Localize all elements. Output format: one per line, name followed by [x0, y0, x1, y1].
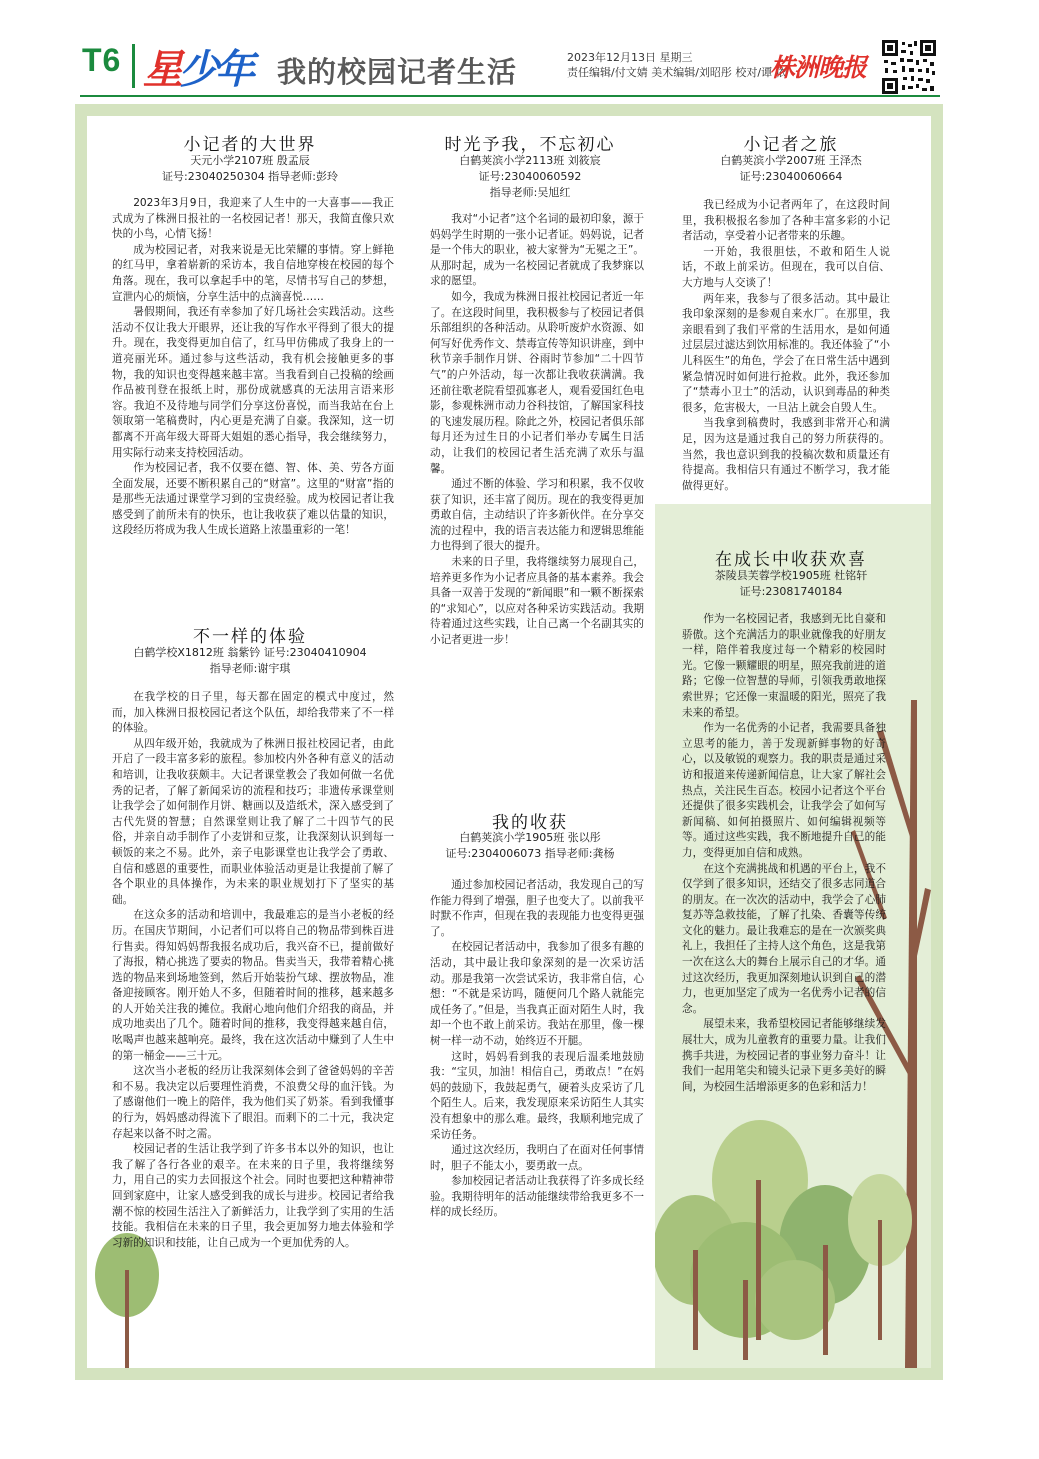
issue-date: 2023年12月13日 星期三: [567, 51, 693, 64]
author-school: 白鹤荚滨小学1905班 张以彤: [459, 831, 601, 844]
paragraph: 展望未来，我希望校园记者能够继续发展壮大，成为儿童教育的重要力量。让我们携手共进，为校园记者的事业努力奋斗！让我们一起用笔尖和镜头记录下更多美好的瞬间，为校园生活增添更多的色彩和活力！: [682, 1018, 886, 1093]
article-body: [430, 212, 644, 649]
article-title: 时光予我，不忘初心: [444, 135, 616, 155]
author-credential: 证号:23040060664: [739, 170, 843, 183]
article-byline: [100, 153, 400, 185]
page-header: [0, 0, 1039, 104]
paragraph: 校园记者的生活让我学到了许多书本以外的知识，也让我了解了各行各业的艰辛。在未来的日子里，我将继续努力，用自己的实力去回报这个社会。同时也要把这种精神带回到家庭中，让家人感受到我的成长与进步。校园记者给我潮不惊的校园生活注入了新鲜活力，让我学到了实用的生活技能。我相信在未来的日子里，我会更加努力地去体验和学习新的知识和技能，让自己成为一个更加优秀的人。: [112, 1143, 394, 1249]
paragraph: 一开始，我很胆怯，不敢和陌生人说话，不敢上前采访。但现在，我可以自信、大方地与人交谈了！: [682, 245, 890, 289]
paragraph: 未来的日子里，我将继续努力展现自己，培养更多作为小记者应具备的基本素养。我会具备一双善于发现的“新闻眼”和一颗不断探索的“求知心”，以应对各种采访实践活动。我期待着通过这些实践，让自己离一个名副其实的小记者更进一步！: [430, 556, 644, 647]
author-school: 天元小学2107班 殷孟辰: [190, 154, 310, 167]
qr-code-icon: [882, 40, 936, 94]
header-divider: [132, 44, 135, 88]
article-body: [682, 198, 890, 494]
article-title: 我的收获: [492, 813, 568, 833]
paragraph: 在我学校的日子里，每天都在固定的模式中度过，然而，加入株洲日报校园记者这个队伍，却给我带来了不一样的体验。: [112, 691, 394, 735]
author-credential: 证号:2304006073 指导老师:龚杨: [445, 847, 615, 860]
article-byline: [410, 830, 650, 862]
paragraph: 参加校园记者活动让我获得了许多成长经验。我期待明年的活动能继续带给我更多不一样的成长经历。: [430, 1175, 644, 1219]
author-teacher: 指导老师:吴旭红: [489, 186, 571, 199]
paragraph: 从四年级开始，我就成为了株洲日报社校园记者，由此开启了一段丰富多彩的旅程。参加校内外各种有意义的活动和培训，让我收获颇丰。大记者课堂教会了我如何做一名优秀的记者，了解了新闻采访的流程和技巧；非遗传承课堂则让我学会了如何制作月饼、糖画以及造纸术，深入感受到了古代先贤的智慧；自然课堂则让我了解了二十四节气的民俗，并亲自动手制作了小麦饼和豆浆，让我深刻认识到每一顿饭的来之不易。此外，亲子电影课堂也让我学会了勇敢、自信和感恩的重要性，而职业体验活动更是让我提前了解了各个职业的具体操作，为未来的职业规划打下了坚实的基础。: [112, 737, 394, 906]
author-credential: 证号:23081740184: [739, 585, 843, 598]
author-school: 白鹤学校X1812班 翁紫钤 证号:23040410904: [133, 646, 367, 659]
article-byline: [100, 645, 400, 677]
author-school: 白鹤荚滨小学2007班 王泽杰: [720, 154, 862, 167]
article-body: [112, 196, 394, 539]
editor-credits: 责任编辑/付文婧 美术编辑/刘昭彤 校对/谭 依: [567, 66, 787, 79]
paragraph: 如今，我成为株洲日报社校园记者近一年了。在这段时间里，我积极参与了校园记者俱乐部组织的各种活动。从聆听废炉水资源、如何写好优秀作文、禁毒宣传等知识讲座，到中秋节亲手制作月饼、谷雨时节参加“二十四节气”的户外活动，每一次都让我收获满满。我还前往歌老院看望孤寡老人，观看爱国红色电影，参观株洲市动力谷科技馆，了解国家科技的飞速发展历程。除此之外，校园记者俱乐部每月还为过生日的小记者们举办专属生日活动，让我们的校园记者生活充满了欢乐与温馨。: [430, 290, 644, 475]
paragraph: 2023年3月9日，我迎来了人生中的一大喜事——我正式成为了株洲日报社的一名校园记者！那天，我简直像只欢快的小鸟，心情飞扬！: [112, 197, 394, 241]
paragraph: 这次当小老板的经历让我深刻体会到了爸爸妈妈的辛苦和不易。我决定以后要理性消费，不浪费父母的血汗钱。为了感谢他们一晚上的陪伴，我为他们买了奶茶。看到我懂事的行为，妈妈感动得流下了眼泪。而剩下的二十元，我决定存起来以备不时之需。: [112, 1065, 394, 1140]
paragraph: 在这个充满挑战和机遇的平台上，我不仅学到了很多知识，还结交了很多志同道合的朋友。在一次次的活动中，我学会了心肺复苏等急救技能，了解了扎染、香囊等传统文化的魅力。最让我难忘的是在一次颁奖典礼上，我担任了主持人这个角色，这是我第一次在这么大的舞台上展示自己的才华。通过这次经历，我更加深刻地认识到自己的潜力，也更加坚定了成为一名优秀小记者的信念。: [682, 862, 886, 1015]
article-byline: [660, 153, 922, 185]
paragraph: 在这众多的活动和培训中，我最难忘的是当小老板的经历。在国庆节期间，小记者们可以将自己的物品带到株百进行售卖。得知妈妈帮我报名成功后，我兴奋不已，提前做好了海报，精心挑选了要卖的物品。售卖当天，我带着精心挑选的物品来到场地签到，然后开始装扮气球、摆放物品，准备迎接顾客。刚开始人不多，但随着时间的推移，越来越多的人开始关注我的摊位。我耐心地向他们介绍我的商品，并成功地卖出了几个。随着时间的推移，我变得越来越自信，吆喝声也越来越响亮。最终，我在这次活动中赚到了人生中的第一桶金——三十元。: [112, 909, 394, 1062]
paragraph: 作为一名校园记者，我感到无比自豪和骄傲。这个充满活力的职业就像我的好朋友一样，陪伴着我度过每一个精彩的校园时光。它像一颗耀眼的明星，照亮我前进的道路；它像一位智慧的导师，引领我勇敢地探索世界；它还像一束温暖的阳光，照亮了我未来的希望。: [682, 613, 886, 719]
paragraph: 我已经成为小记者两年了，在这段时间里，我积极报名参加了各种丰富多彩的小记者活动，享受着小记者带来的乐趣。: [682, 199, 890, 243]
paragraph: 暑假期间，我还有幸参加了好几场社会实践活动。这些活动不仅让我大开眼界，还让我的写作水平得到了很大的提升。现在，我变得更加自信了，红马甲仿佛成了我身上的一道亮丽光环。通过参与这些活动，我有机会接触更多的事物，我的知识也变得越来越丰富。当我看到自己投稿的绘画作品被刊登在报纸上时，那份成就感真的无法用言语来形容。我迫不及待地与同学们分享这份喜悦，而当我站在台上领取第一笔稿费时，内心更是充满了自豪。我深知，这一切都离不开高年级大哥哥大姐姐的悉心指导，我会继续努力，用实际行动来支持校园活动。: [112, 306, 394, 459]
article-byline: [410, 153, 650, 201]
logo-youth: 少年: [179, 47, 251, 93]
paragraph: 我对“小记者”这个名词的最初印象，源于妈妈学生时期的一张小记者证。妈妈说，记者是一个伟大的职业，被大家誉为“无冕之王”。从那时起，成为一名校园记者就成了我梦寐以求的愿望。: [430, 213, 644, 288]
paragraph: 在校园记者活动中，我参加了很多有趣的活动，其中最让我印象深刻的是一次采访活动。那是我第一次尝试采访，我非常自信，心想：“不就是采访吗，随便问几个路人就能完成任务了。”但是，当我真正面对陌生人时，我却一个也不敢上前采访。我站在那里，像一棵树一样一动不动，始终迈不开腿。: [430, 941, 644, 1047]
author-credential: 证号:23040250304 指导老师:彭玲: [162, 170, 338, 183]
paragraph: 两年来，我参与了很多活动。其中最让我印象深刻的是参观自来水厂。在那里，我亲眼看到了我们平常的生活用水，是如何通过层层过滤达到饮用标准的。我还体验了“小儿科医生”的角色，学会了在日常生活中遇到紧急情况时如何进行抢救。此外，我还参加了“禁毒小卫士”的活动，认识到毒品的种类很多，危害极大，一旦沾上就会自毁人生。: [682, 292, 890, 414]
paragraph: 通过这次经历，我明白了在面对任何事情时，胆子不能太小，要勇敢一点。: [430, 1144, 644, 1172]
paragraph: 当我拿到稿费时，我感到非常开心和满足，因为这是通过我自己的努力所获得的。当然，我也意识到我的投稿次数和质量还有待提高。我相信只有通过不断学习，我才能做得更好。: [682, 417, 890, 492]
section-title: 我的校园记者生活: [277, 55, 518, 89]
article-body: [112, 690, 394, 1251]
author-credential: 指导老师:谢宇琪: [209, 662, 291, 675]
paragraph: 成为校园记者，对我来说是无比荣耀的事情。穿上鲜艳的红马甲，拿着崭新的采访本，我自信地穿梭在校园的每个角落。现在，我可以拿起手中的笔，尽情书写自己的梦想，宣泄内心的烦恼，分享生活中的点滴喜悦……: [112, 243, 394, 303]
page-number: T6: [82, 42, 122, 78]
paragraph: 这时，妈妈看到我的表现后温柔地鼓励我：“宝贝，加油！相信自己，勇敢点！”在妈妈的鼓励下，我鼓起勇气，硬着头皮采访了几个陌生人。后来，我发现原来采访陌生人其实没有想象中的那么难。最终，我顺利地完成了采访任务。: [430, 1050, 644, 1141]
newspaper-name: 株洲晚报: [770, 53, 867, 82]
author-school: 白鹤荚滨小学2113班 刘筱宸: [459, 154, 601, 167]
dateline: [567, 50, 787, 80]
paragraph: 通过不断的体验、学习和积累，我不仅收获了知识，还丰富了阅历。现在的我变得更加勇敢自信，主动结识了许多新伙伴。在分享交流的过程中，我的语言表达能力和逻辑思维能力也得到了很大的提升。: [430, 478, 644, 553]
author-school: 茶陵县芙蓉学校1905班 杜铭轩: [714, 569, 868, 582]
article-body: [430, 878, 644, 1221]
paragraph: 通过参加校园记者活动，我发现自己的写作能力得到了增强，胆子也变大了。以前我平时默不作声，但现在我的表现能力也变得更强了。: [430, 879, 644, 938]
header-rule: [80, 95, 940, 97]
paragraph: 作为一名优秀的小记者，我需要具备独立思考的能力，善于发现新鲜事物的好奇心，以及敏锐的观察力。我的职责是通过采访和报道来传递新闻信息，让大家了解社会热点，关注民生百态。校园小记者这个平台还提供了很多实践机会，让我学会了如何写新闻稿、如何拍摄照片、如何编辑视频等等。通过这些实践，我不断地提升自己的能力，变得更加自信和成熟。: [682, 722, 886, 859]
article-title: 在成长中收获欢喜: [715, 550, 867, 570]
logo-star: 星: [143, 47, 179, 93]
section-logo: [143, 38, 251, 95]
author-credential: 证号:23040060592: [478, 170, 582, 183]
article-byline: [660, 568, 922, 600]
article-title: 不一样的体验: [193, 627, 307, 647]
article-body: [682, 612, 886, 1095]
paragraph: 作为校园记者，我不仅要在德、智、体、美、劳各方面全面发展，还要不断积累自己的“财富”。这里的“财富”指的是那些无法通过课堂学习到的宝贵经验。成为校园记者让我感受到了前所未有的快乐，也让我收获了难以估量的知识，这段经历将成为我人生成长道路上浓墨重彩的一笔！: [112, 462, 394, 537]
article-title: 小记者之旅: [743, 135, 839, 155]
article-title: 小记者的大世界: [183, 135, 317, 155]
